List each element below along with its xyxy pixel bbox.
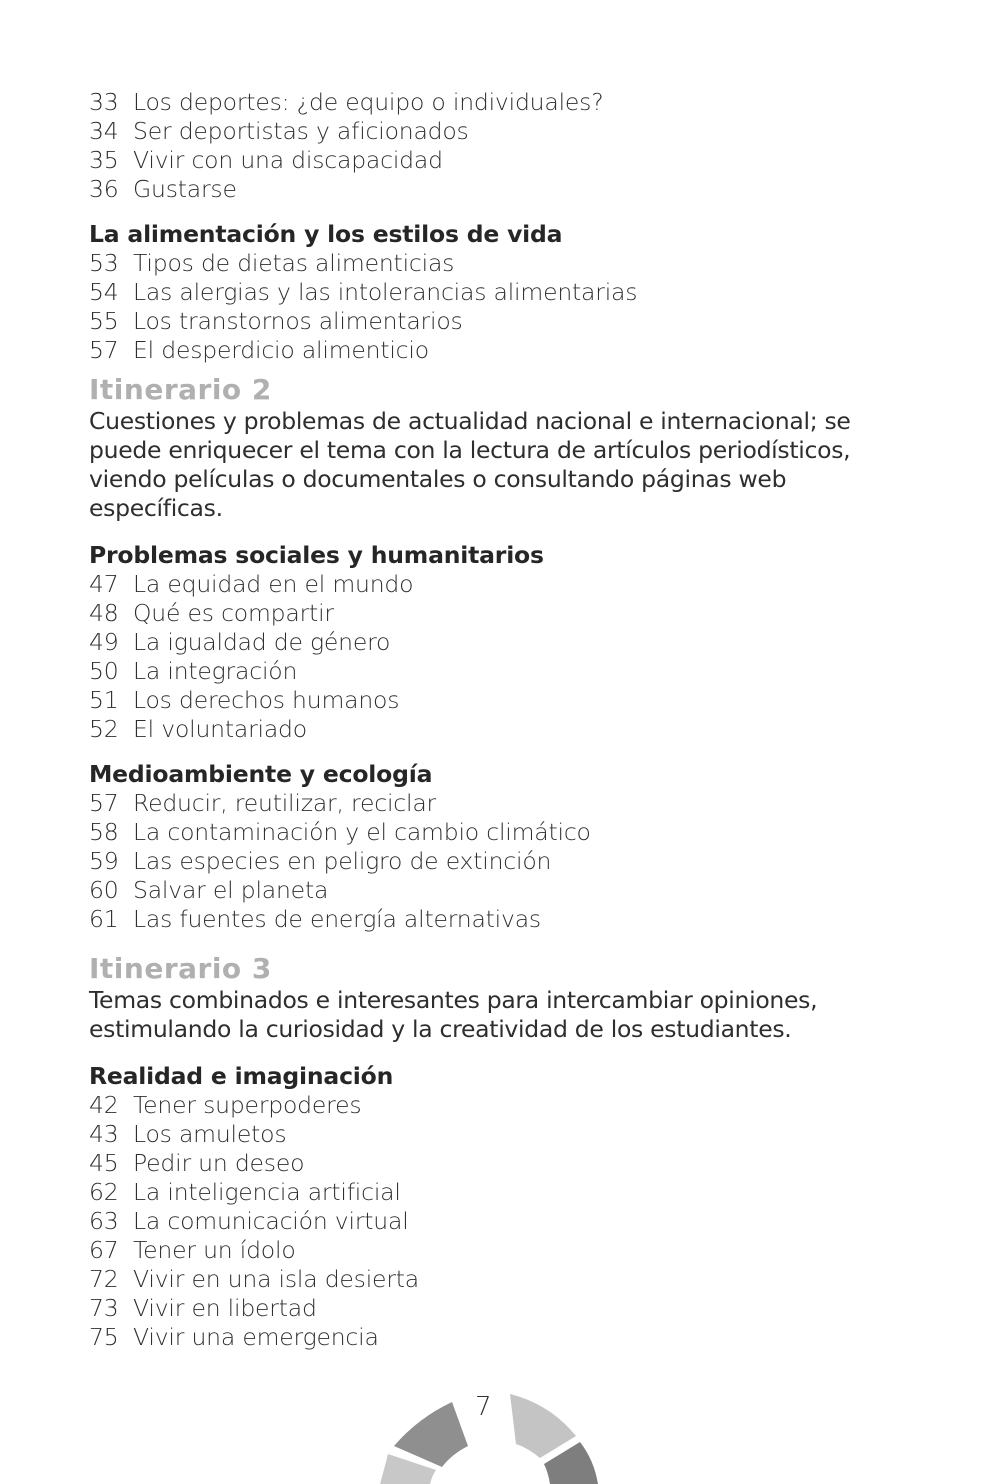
topic-label: Vivir una emergencia	[133, 1323, 379, 1351]
list-item	[89, 789, 889, 818]
itinerario-2-description: Cuestiones y problemas de actualidad nacional e internacional; se puede enriquecer el tema con la lectura de artículos periodísticos, viendo películas o documentales o consultando páginas web específicas.	[89, 407, 851, 522]
page-footer	[380, 1390, 620, 1484]
list-item	[89, 146, 889, 175]
list-item	[89, 88, 889, 117]
topic-number: 63	[89, 1207, 119, 1235]
list-item	[89, 1120, 889, 1149]
topic-number: 61	[89, 905, 119, 933]
topic-label: Gustarse	[133, 175, 237, 203]
list-item	[89, 1265, 889, 1294]
topic-label: Las fuentes de energía alternativas	[133, 905, 541, 933]
list-item	[89, 1149, 889, 1178]
list-item	[89, 1294, 889, 1323]
segmented-ring-decoration-icon	[380, 1390, 620, 1484]
topic-label: Vivir en una isla desierta	[133, 1265, 419, 1293]
topic-number: 33	[89, 88, 119, 116]
list-item	[89, 818, 889, 847]
topic-label: Los transtornos alimentarios	[133, 307, 463, 335]
page-number: 7	[475, 1392, 492, 1422]
topic-label: Pedir un deseo	[133, 1149, 305, 1177]
topic-label: Los deportes: ¿de equipo o individuales?	[133, 88, 604, 116]
topic-number: 62	[89, 1178, 119, 1206]
itinerario-2-heading: Itinerario 2	[89, 373, 272, 406]
topic-number: 52	[89, 715, 119, 743]
topic-number: 59	[89, 847, 119, 875]
list-item	[89, 657, 889, 686]
itinerario-3-description: Temas combinados e interesantes para intercambiar opiniones, estimulando la curiosidad y la creatividad de los estudiantes.	[89, 986, 818, 1043]
topic-label: Vivir con una discapacidad	[133, 146, 443, 174]
topic-label: La comunicación virtual	[133, 1207, 409, 1235]
topic-label: La integración	[133, 657, 298, 685]
topic-number: 57	[89, 789, 119, 817]
section-heading-realidad-imaginacion: Realidad e imaginación	[89, 1062, 394, 1090]
list-item	[89, 686, 889, 715]
list-item	[89, 307, 889, 336]
topic-number: 67	[89, 1236, 119, 1264]
ring-segment-upper-left	[394, 1402, 468, 1467]
topic-number: 34	[89, 117, 119, 145]
list-item	[89, 249, 889, 278]
topic-number: 51	[89, 686, 119, 714]
list-item	[89, 1323, 889, 1352]
medioambiente-topic-list	[89, 789, 889, 934]
list-item	[89, 175, 889, 204]
topic-label: Salvar el planeta	[133, 876, 329, 904]
list-item	[89, 599, 889, 628]
ring-segment-upper-right	[510, 1394, 576, 1458]
section-heading-problemas-sociales: Problemas sociales y humanitarios	[89, 541, 544, 569]
topic-label: La equidad en el mundo	[133, 570, 414, 598]
topic-label: El voluntariado	[133, 715, 307, 743]
list-item	[89, 117, 889, 146]
topic-label: Los amuletos	[133, 1120, 287, 1148]
topic-number: 54	[89, 278, 119, 306]
topic-number: 55	[89, 307, 119, 335]
topic-number: 60	[89, 876, 119, 904]
list-item	[89, 1091, 889, 1120]
topic-label: El desperdicio alimenticio	[133, 336, 429, 364]
topic-number: 48	[89, 599, 119, 627]
topic-number: 73	[89, 1294, 119, 1322]
problemas-sociales-topic-list	[89, 570, 889, 744]
topic-number: 72	[89, 1265, 119, 1293]
document-page	[89, 88, 889, 1352]
topic-label: Las alergias y las intolerancias alimentarias	[133, 278, 638, 306]
intro-topic-list	[89, 88, 889, 204]
topic-number: 45	[89, 1149, 119, 1177]
topic-label: Qué es compartir	[133, 599, 334, 627]
itinerario-3-heading: Itinerario 3	[89, 952, 272, 985]
topic-label: La igualdad de género	[133, 628, 391, 656]
topic-number: 58	[89, 818, 119, 846]
list-item	[89, 876, 889, 905]
list-item	[89, 847, 889, 876]
topic-number: 36	[89, 175, 119, 203]
topic-number: 57	[89, 336, 119, 364]
topic-number: 35	[89, 146, 119, 174]
topic-label: Vivir en libertad	[133, 1294, 317, 1322]
topic-number: 53	[89, 249, 119, 277]
topic-number: 43	[89, 1120, 119, 1148]
topic-number: 50	[89, 657, 119, 685]
list-item	[89, 336, 889, 365]
section-heading-alimentacion: La alimentación y los estilos de vida	[89, 220, 563, 248]
section-heading-medioambiente: Medioambiente y ecología	[89, 760, 433, 788]
realidad-imaginacion-topic-list	[89, 1091, 889, 1352]
topic-label: Reducir, reutilizar, reciclar	[133, 789, 436, 817]
topic-label: Los derechos humanos	[133, 686, 400, 714]
list-item	[89, 628, 889, 657]
alimentacion-topic-list	[89, 249, 889, 365]
list-item	[89, 570, 889, 599]
topic-number: 75	[89, 1323, 119, 1351]
list-item	[89, 1178, 889, 1207]
topic-label: La inteligencia artificial	[133, 1178, 401, 1206]
topic-label: La contaminación y el cambio climático	[133, 818, 591, 846]
list-item	[89, 1236, 889, 1265]
topic-label: Tener superpoderes	[133, 1091, 362, 1119]
topic-label: Ser deportistas y aficionados	[133, 117, 469, 145]
list-item	[89, 715, 889, 744]
topic-label: Tener un ídolo	[133, 1236, 296, 1264]
topic-label: Tipos de dietas alimenticias	[133, 249, 455, 277]
topic-number: 42	[89, 1091, 119, 1119]
list-item	[89, 905, 889, 934]
list-item	[89, 1207, 889, 1236]
topic-label: Las especies en peligro de extinción	[133, 847, 552, 875]
topic-number: 49	[89, 628, 119, 656]
list-item	[89, 278, 889, 307]
topic-number: 47	[89, 570, 119, 598]
